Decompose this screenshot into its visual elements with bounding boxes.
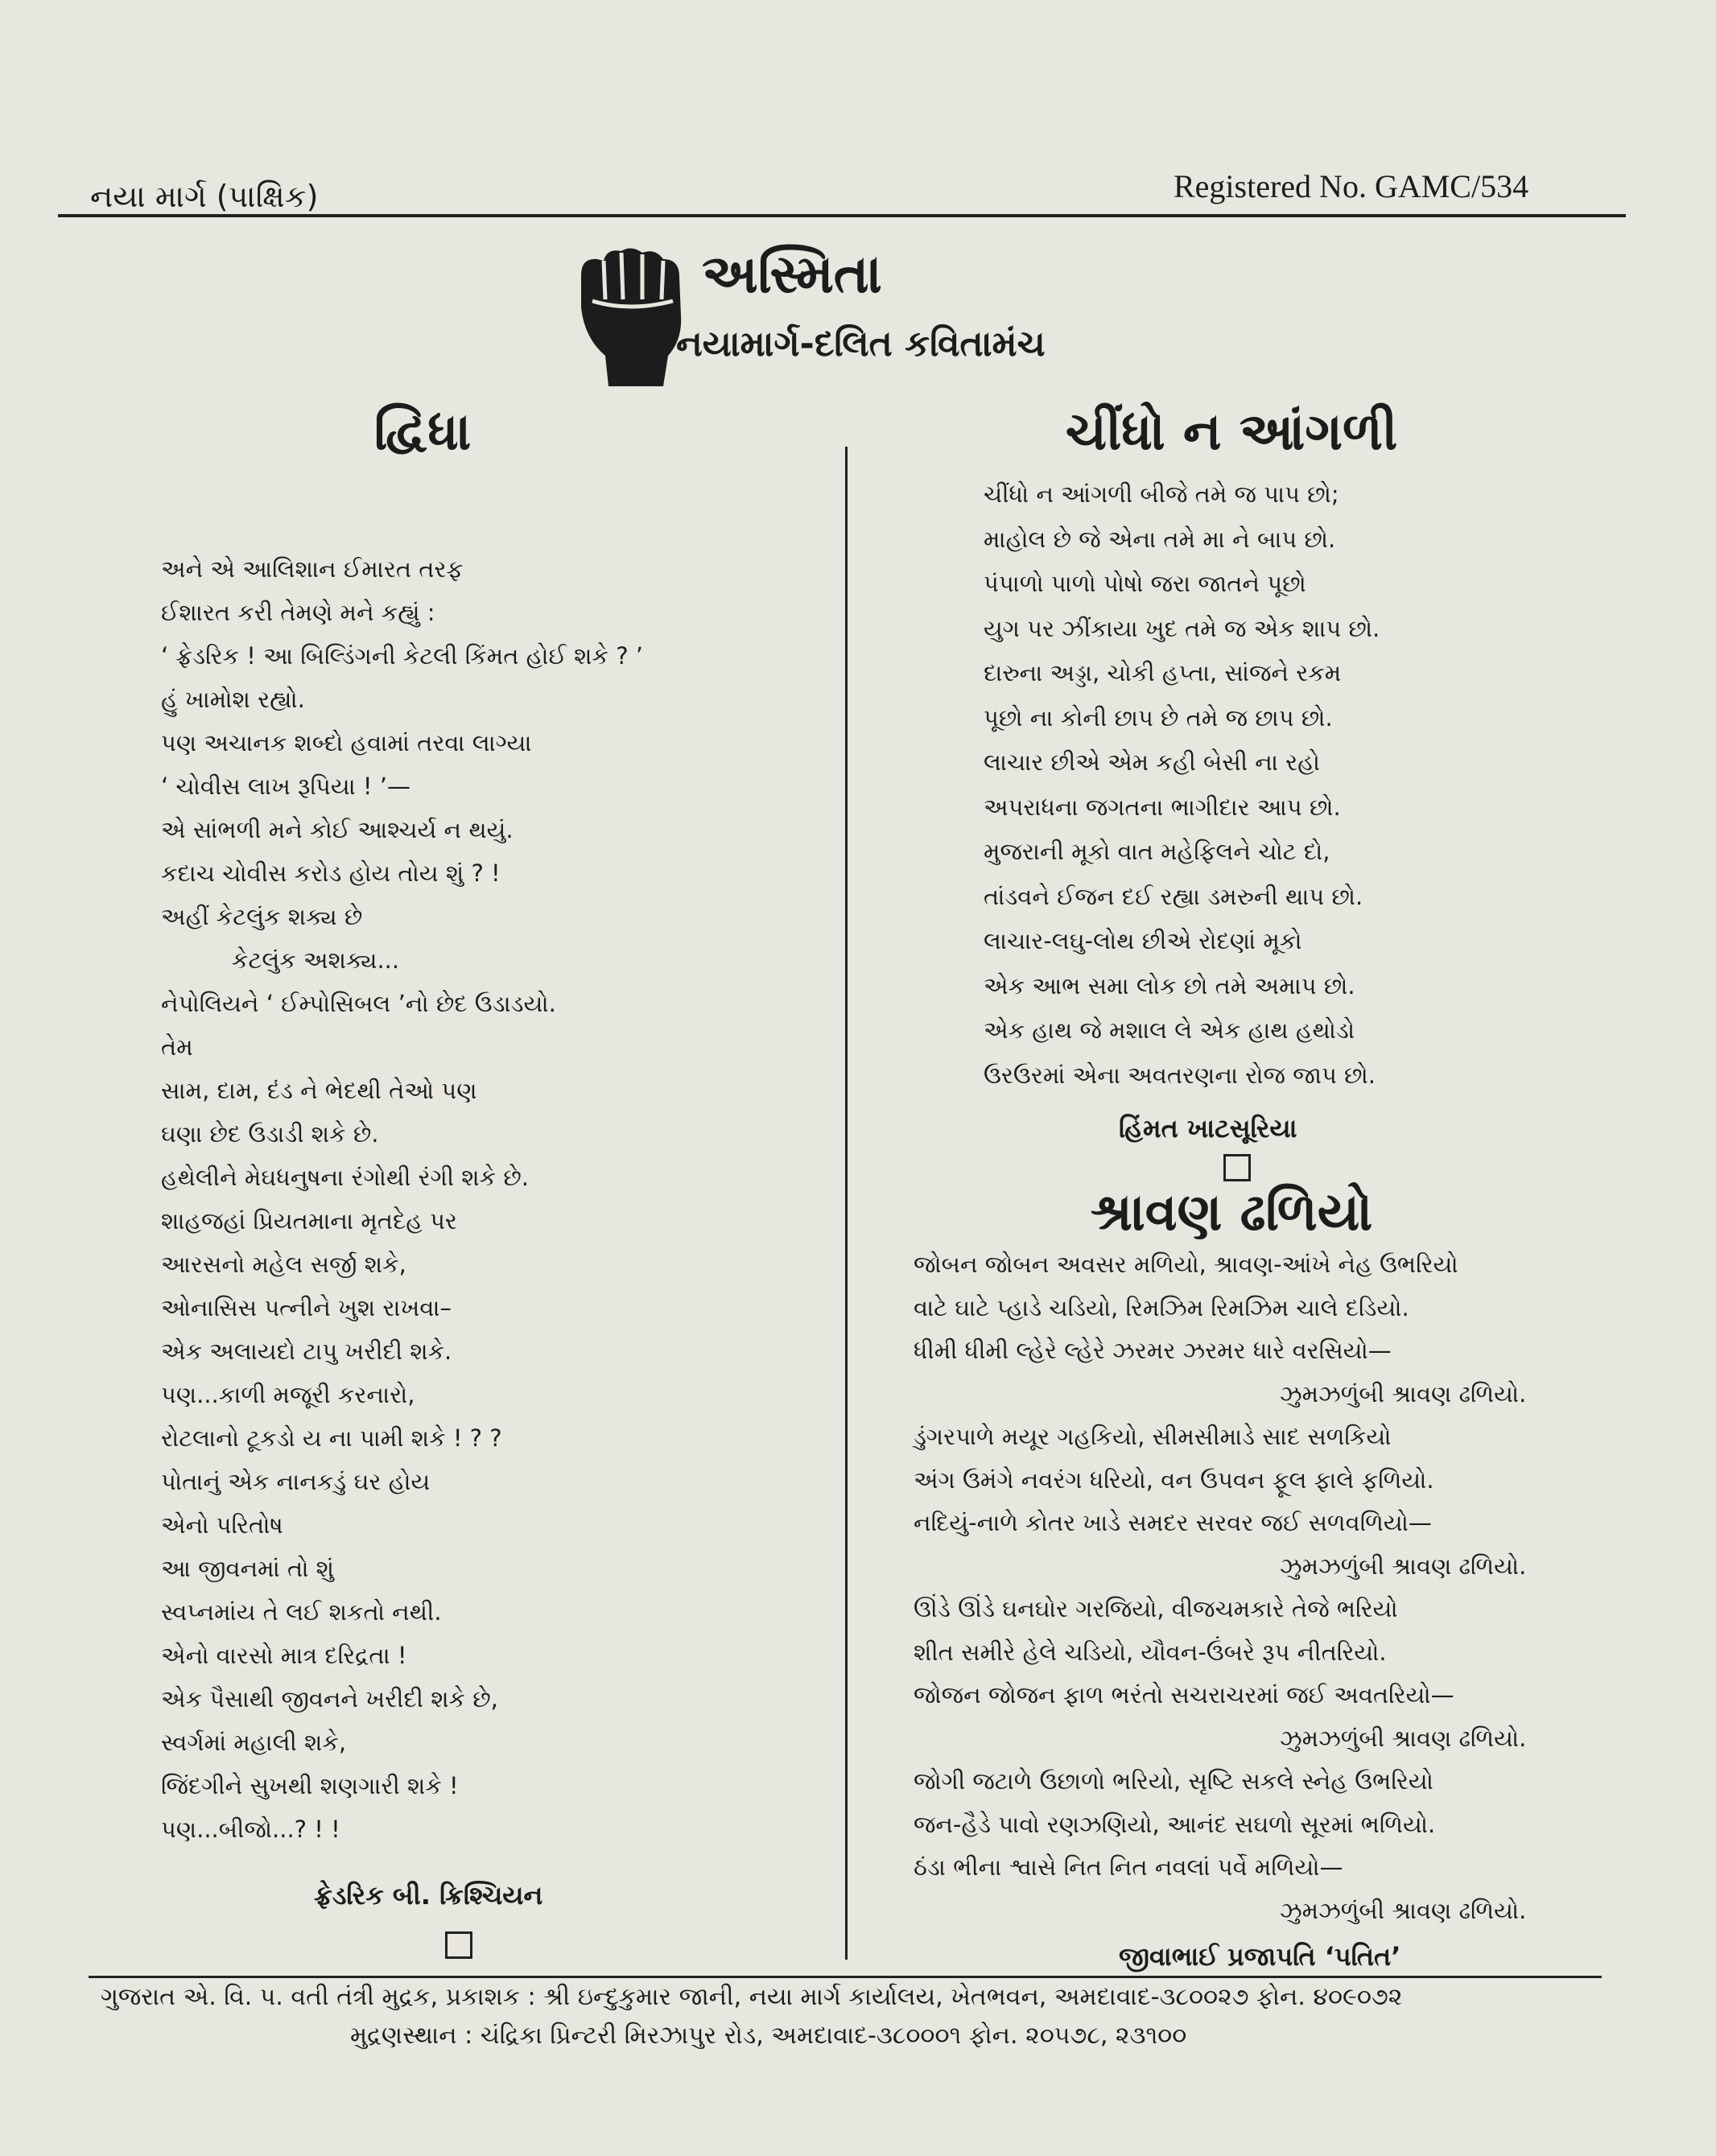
poem-line: લાચાર-લઘુ-લોથ છીએ રોદણાં મૂકો — [984, 927, 1302, 954]
poem-line: ‘ ફ્રેડરિક ! આ બિલ્ડિંગની કેટલી કિંમત હોઈ શકે ? ’ — [161, 642, 644, 670]
imprint-line-2: મુદ્રણસ્થાન : ચંદ્રિકા પ્રિન્ટરી મિરઝાપુર રોડ, અમદાવાદ-૩૮૦૦૦૧ ફોન. ૨૦૫૭૮, ૨૩૧૦૦ — [350, 2022, 1187, 2050]
poem-line: જિંદગીને સુખથી શણગારી શકે ! — [161, 1772, 459, 1799]
poem-line: પણ...કાળી મજૂરી કરનારો, — [161, 1381, 415, 1408]
poem-line: સ્વર્ગમાં મહાલી શકે, — [161, 1729, 347, 1756]
poem-line: કેટલુંક અશક્ય... — [232, 946, 400, 974]
poem-line: ઉરઉરમાં એના અવતરણના રોજ જાપ છો. — [984, 1061, 1376, 1089]
poem-line: લાચાર છીએ એમ કહી બેસી ના રહો — [984, 748, 1321, 776]
poem-line: પોતાનું એક નાનકડું ઘર હોય — [161, 1468, 431, 1495]
poem-line: ઓનાસિસ પત્નીને ખુશ રાખવા– — [161, 1294, 452, 1321]
poem-line: વાટે ઘાટે પ્હાડે ચડિયો, રિમઝિમ રિમઝિમ ચાલે દડિયો. — [914, 1293, 1409, 1321]
poem-title-bottom: શ્રાવણ ઢળિયો — [1090, 1183, 1373, 1243]
poem-line: માહોલ છે જે એના તમે મા ને બાપ છો. — [984, 525, 1336, 553]
poem-line: જોગી જટાળે ઉછાળો ભરિયો, સૃષ્ટિ સકલે સ્નેહ ઉભરિયો — [914, 1767, 1433, 1795]
logo-title: અસ્મિતા — [702, 243, 882, 305]
logo-subtitle: નયામાર્ગ-દલિત કવિતામંચ — [676, 324, 1046, 365]
poem-line: નેપોલિયને ‘ ઈમ્પોસિબલ ’નો છેદ ઉડાડયો. — [161, 990, 556, 1017]
poem-line: ડુંગરપાળે મયૂર ગહકિયો, સીમસીમાડે સાદ સળકિયો — [914, 1423, 1392, 1450]
poem-line: ઘણા છેદ ઉડાડી શકે છે. — [161, 1120, 379, 1148]
poem-author-right: હિંમત ખાટસૂરિયા — [1119, 1113, 1297, 1144]
poem-line: ઝુમઝળુંબી શ્રાવણ ઢળિયો. — [1280, 1896, 1527, 1924]
footer-rule — [89, 1976, 1602, 1978]
header-rule — [58, 214, 1626, 217]
poem-line: એનો પરિતોષ — [161, 1511, 283, 1539]
masthead-left: નયા માર્ગ (પાક્ષિક) — [90, 179, 319, 214]
poem-line: હું ખામોશ રહ્યો. — [161, 686, 305, 713]
poem-line: એક અલાયદો ટાપુ ખરીદી શકે. — [161, 1338, 452, 1365]
poem-line: એક આભ સમા લોક છો તમે અમાપ છો. — [984, 971, 1355, 1000]
poem-line: પણ અચાનક શબ્દો હવામાં તરવા લાગ્યા — [161, 729, 532, 756]
poem-line: તેમ — [161, 1033, 193, 1061]
poem-author-bottom: જીવાભાઈ પ્રજાપતિ ‘પતિત’ — [1119, 1941, 1401, 1972]
poem-line: ઠંડા ભીના શ્વાસે નિત નિત નવલાં પર્વે મળિયો— — [914, 1853, 1343, 1881]
poem-line: રોટલાનો ટૂકડો ય ના પામી શકે ! ? ? — [161, 1424, 502, 1452]
poem-line: ઝુમઝળુંબી શ્રાવણ ઢળિયો. — [1280, 1379, 1527, 1408]
poem-line: આરસનો મહેલ સર્જી શકે, — [161, 1251, 406, 1278]
poem-body-right — [984, 472, 1499, 1098]
poem-line: પણ...બીજો...? ! ! — [161, 1816, 340, 1843]
section-end-marker — [445, 1931, 472, 1959]
poem-line: કદાચ ચોવીસ કરોડ હોય તોય શું ? ! — [161, 860, 501, 887]
poem-line: સ્વપ્નમાંય તે લઈ શકતો નથી. — [161, 1598, 442, 1626]
poem-line: ઝુમઝળુંબી શ્રાવણ ઢળિયો. — [1280, 1724, 1527, 1752]
poem-line: પૂછો ના કોની છાપ છે તમે જ છાપ છો. — [984, 703, 1333, 732]
raised-fist-icon — [573, 243, 694, 388]
poem-line: શીત સમીરે હેલે ચડિયો, યૌવન-ઉંબરે રૂપ નીતરિયો. — [914, 1638, 1387, 1666]
registration-number: Registered No. GAMC/534 — [1174, 168, 1529, 204]
poem-line: નદિયું-નાળે કોતર ખાડે સમદર સરવર જઈ સળવળિયો— — [914, 1509, 1432, 1536]
poem-line: એક પૈસાથી જીવનને ખરીદી શકે છે, — [161, 1685, 498, 1713]
logo — [573, 243, 1120, 396]
column-divider — [845, 447, 848, 1960]
poem-line: પંપાળો પાળો પોષો જરા જાતને પૂછો — [984, 570, 1306, 597]
poem-line: હથેલીને મેઘધનુષના રંગોથી રંગી શકે છે. — [161, 1164, 529, 1191]
poem-line: ‘ ચોવીસ લાખ રૂપિયા ! ’— — [161, 773, 410, 800]
poem-line: એનો વારસો માત્ર દરિદ્રતા ! — [161, 1642, 407, 1669]
poem-line: ચીંધો ન આંગળી બીજે તમે જ પાપ છો; — [984, 480, 1339, 508]
poem-line: ઈશારત કરી તેમણે મને કહ્યું : — [161, 599, 435, 626]
poem-line: શાહજહાં પ્રિયતમાના મૃતદેહ પર — [161, 1207, 457, 1235]
poem-line: ઝુમઝળુંબી શ્રાવણ ઢળિયો. — [1280, 1552, 1527, 1580]
section-divider-marker — [1223, 1154, 1251, 1181]
poem-line: અંગ ઉમંગે નવરંગ ધરિયો, વન ઉપવન ફૂલ ફાલે ફળિયો. — [914, 1466, 1434, 1494]
poem-line: અહીં કેટલુંક શક્ય છે — [161, 903, 363, 930]
poem-line: જન-હૈડે પાવો રણઝણિયો, આનંદ સઘળો સૂરમાં ભળિયો. — [914, 1810, 1436, 1838]
poem-line: એ સાંભળી મને કોઈ આશ્ચર્ય ન થયું. — [161, 816, 514, 843]
poem-line: યુગ પર ઝીંકાયા ખુદ તમે જ એક શાપ છો. — [984, 614, 1380, 642]
poem-body-bottom — [914, 1243, 1565, 1932]
poem-line: જોબન જોબન અવસર મળિયો, શ્રાવણ-આંખે નેહ ઉભરિયો — [914, 1251, 1458, 1278]
poem-title-right: ચીંધો ન આંગળી — [1065, 402, 1398, 462]
poem-title-left: દ્વિધા — [373, 402, 472, 462]
poem-line: ધીમી ધીમી લ્હેરે લ્હેરે ઝરમર ઝરમર ધારે વરસિયો— — [914, 1337, 1392, 1364]
poem-line: આ જીવનમાં તો શું — [161, 1555, 335, 1582]
poem-line: મુજરાની મૂકો વાત મહેફિલને ચોટ દો, — [984, 838, 1330, 865]
poem-line: ઊંડે ઊંડે ઘનઘોર ગરજિયો, વીજચમકારે તેજે ભરિયો — [914, 1595, 1398, 1622]
poem-line: અપરાધના જગતના ભાગીદાર આપ છો. — [984, 793, 1341, 821]
poem-line: એક હાથ જે મશાલ લે એક હાથ હથોડો — [984, 1016, 1355, 1044]
poem-line: અને એ આલિશાન ઈમારત તરફ — [161, 555, 464, 583]
poem-body-left — [161, 547, 644, 1851]
poem-author-left: ફ્રેડરિક બી. ક્રિશ્ચિયન — [314, 1880, 543, 1911]
poem-line: દારુના અડ્ડા, ચોકી હપ્તા, સાંજને રકમ — [984, 659, 1342, 686]
poem-line: જોજન જોજન ફાળ ભરંતો સચરાચરમાં જઈ અવતરિયો— — [914, 1681, 1454, 1709]
poem-line: સામ, દામ, દંડ ને ભેદથી તેઓ પણ — [161, 1077, 477, 1104]
imprint-line-1: ગુજરાત એ. વિ. પ. વતી તંત્રી મુદ્રક, પ્રકાશક : શ્રી ઇન્દુકુમાર જાની, નયા માર્ગ કાર્યાલય, ખેતભવન, અમદાવાદ-૩૮૦૦૨૭ ફોન. ૪૦૯૦૭૨ — [101, 1983, 1403, 2011]
poem-line: તાંડવને ઈજન દઈ રહ્યા ડમરુની થાપ છો. — [984, 882, 1363, 910]
